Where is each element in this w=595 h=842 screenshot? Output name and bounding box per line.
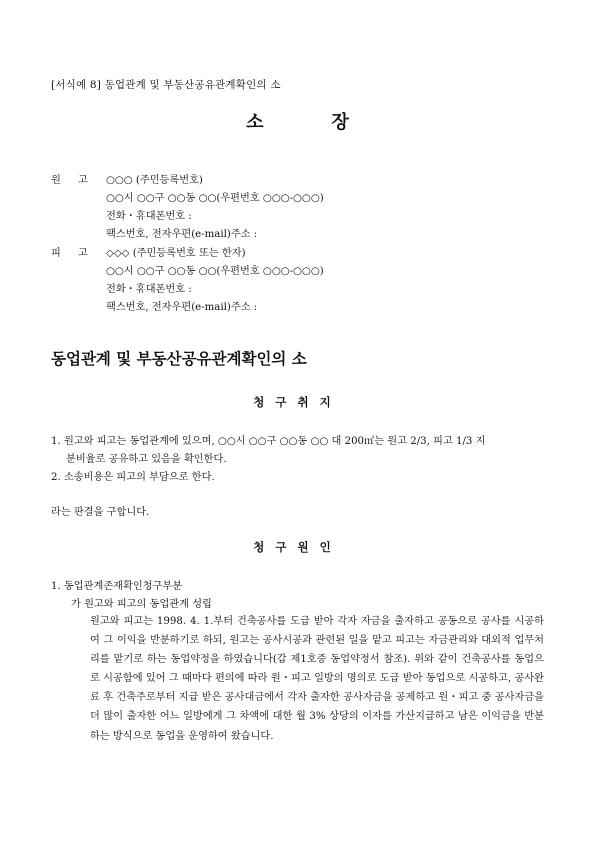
document-title-char-2: 장 xyxy=(331,112,349,133)
plaintiff-phone: 전화・휴대폰번호 : xyxy=(106,211,192,222)
defendant-role xyxy=(51,244,91,259)
defendant-role-char-2: 고 xyxy=(78,248,88,259)
judgment-request: 라는 판결을 구합니다. xyxy=(51,507,150,518)
plaintiff-fax-email: 팩스번호, 전자우편(e-mail)주소 : xyxy=(106,229,258,240)
claim-cause-sub-a: 가 원고와 피고의 동업관계 성립 xyxy=(71,599,212,610)
claim-purpose-item-1-line-1: 1. 원고와 피고는 동업관계에 있으며, ○○시 ○○구 ○○동 ○○ 대 200㎡는 원고 2/3, 피고 1/3 지 xyxy=(51,436,486,447)
document-title xyxy=(0,108,595,134)
plaintiff-role xyxy=(51,171,91,186)
claim-cause-heading: 청구원인 xyxy=(253,540,342,554)
claim-purpose-item-2: 2. 소송비용은 피고의 부담으로 한다. xyxy=(51,472,215,483)
defendant-address: ○○시 ○○구 ○○동 ○○(우편번호 ○○○-○○○) xyxy=(106,266,324,277)
claim-purpose-heading: 청구취지 xyxy=(253,395,342,409)
plaintiff-role-char-1: 원 xyxy=(51,175,61,186)
defendant-fax-email: 팩스번호, 전자우편(e-mail)주소 : xyxy=(106,302,258,313)
document-title-char-1: 소 xyxy=(246,112,264,133)
claim-purpose-item-1-line-2: 분비율로 공유하고 있음을 확인한다. xyxy=(66,454,227,465)
claim-cause-paragraph: 원고와 피고는 1998. 4. 1.부터 건축공사를 도급 받아 각자 자금을 출자하고 공동으로 공사를 시공하여 그 이익을 반분하기로 하되, 원고는 공사시공과 관련된 일을 맡고 피고는 자금관리와 대외적 업무처리를 맡기로 하는 동업약정을 하였습니다(갑 제1호증 동업약정서 참조). 위와 같이 건축공사를 동업으로 시공함에 있어 그 때마다 편의에 따라 원・피고 일방의 명의로 도급 받아 동업으로 시공하고, 공사완료 후 건축주로부터 지급 받은 공사대금에서 각자 출자한 공사자금을 공제하고 원・피고 중 공사자금을 더 많이 출자한 어느 일방에게 그 차액에 대한 월 3% 상당의 이자를 가산지급하고 남은 이익금을 반분하는 방식으로 동업을 운영하여 왔습니다. xyxy=(90,616,544,742)
form-label: [서식예 8] 동업관계 및 부동산공유관계확인의 소 xyxy=(51,79,281,91)
defendant-role-char-1: 피 xyxy=(51,248,61,259)
plaintiff-role-char-2: 고 xyxy=(78,175,88,186)
claim-cause-item-1: 1. 동업관계존재확인청구부분 xyxy=(51,581,183,592)
plaintiff-address: ○○시 ○○구 ○○동 ○○(우편번호 ○○○-○○○) xyxy=(106,193,324,204)
plaintiff-name: ○○○ (주민등록번호) xyxy=(106,175,203,186)
defendant-phone: 전화・휴대폰번호 : xyxy=(106,284,192,295)
defendant-name: ◇◇◇ (주민등록번호 또는 한자) xyxy=(106,248,246,259)
case-title: 동업관계 및 부동산공유관계확인의 소 xyxy=(51,350,307,368)
